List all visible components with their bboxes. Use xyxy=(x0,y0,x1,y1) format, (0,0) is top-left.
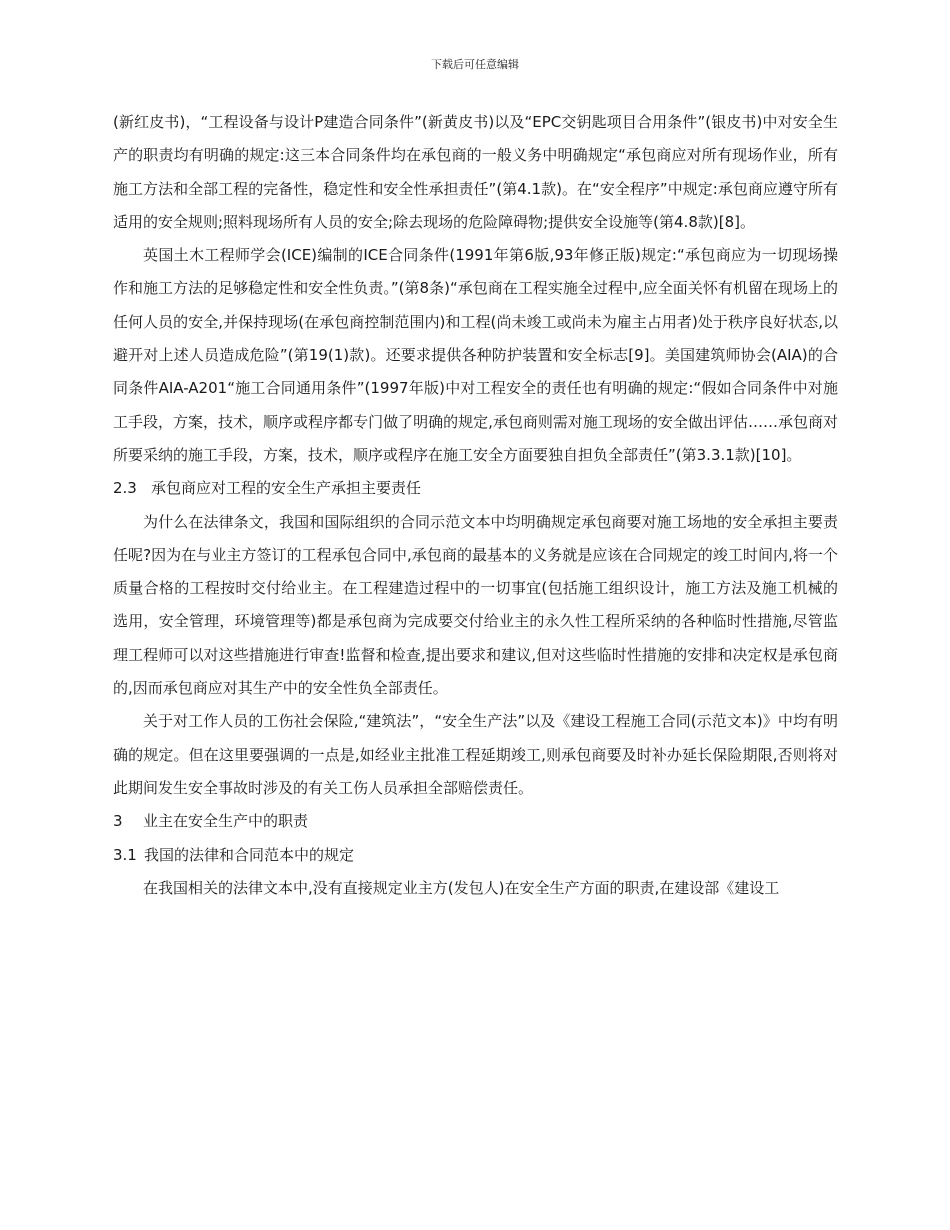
paragraph-insurance: 关于对工作人员的工伤社会保险,“建筑法”，“安全生产法”以及《建设工程施工合同(示范文本)》中均有明确的规定。但在这里要强调的一点是,如经业主批准工程延期竣工,则承包商要及时补办延长保险期限,否则将对此期间发生安全事故时涉及的有关工伤人员承担全部赔偿责任。 xyxy=(113,712,838,797)
section-title: 我国的法律和合同范本中的规定 xyxy=(144,845,355,864)
paragraph-owner-duties: 在我国相关的法律文本中,没有直接规定业主方(发包人)在安全生产方面的职责,在建设部《建设工 xyxy=(143,878,780,897)
paragraph-ice-aia-conditions: 英国土木工程师学会(ICE)编制的ICE合同条件(1991年第6版,93年修正版)规定:“承包商应为一切现场操作和施工方法的足够稳定性和安全性负责。”(第8条)“承包商在工程实施全过程中,应全面关怀有机留在现场上的任何人员的安全,并保持现场(在承包商控制范围内)和工程(尚未竣工或尚未为雇主占用者)处于秩序良好状态,以避开对上述人员造成危险”(第19(1)款)。还要求提供各种防护装置和安全标志[9]。美国建筑师协会(AIA)的合同条件AIA-A201“施工合同通用条件”(1997年版)中对工程安全的责任也有明确的规定:“假如合同条件中对施工手段，方案，技术，顺序或程序都专门做了明确的规定,承包商则需对施工现场的安全做出评估……承包商对所要采纳的施工手段，方案，技术，顺序或程序在施工安全方面要独自担负全部责任”(第3.3.1款)[10]。 xyxy=(113,246,838,464)
section-title: 业主在安全生产中的职责 xyxy=(143,812,309,831)
paragraph-fidic-conditions: (新红皮书)，“工程设备与设计P建造合同条件”(新黄皮书)以及“EPC交钥匙项目合用条件”(银皮书)中对安全生产的职责均有明确的规定:这三本合同条件均在承包商的一般义务中明确规定“承包商应对所有现场作业，所有施工方法和全部工程的完备性，稳定性和安全性承担责任”(第4.1款)。在“安全程序”中规定:承包商应遵守所有适用的安全规则;照料现场所有人员的安全;除去现场的危险障碍物;提供安全设施等(第4.8款)[8]。 xyxy=(113,113,838,231)
section-title: 承包商应对工程的安全生产承担主要责任 xyxy=(151,479,422,498)
section-heading-2-3 xyxy=(113,472,838,505)
paragraph-contractor-responsibility: 为什么在法律条文，我国和国际组织的合同示范文本中均明确规定承包商要对施工场地的安全承担主要责任呢?因为在与业主方签订的工程承包合同中,承包商的最基本的义务就是应该在合同规定的竣工时间内,将一个质量合格的工程按时交付给业主。在工程建造过程中的一切事宜(包括施工组织设计，施工方法及施工机械的选用，安全管理，环境管理等)都是承包商为完成要交付给业主的永久性工程所采纳的各种临时性措施,尽管监理工程师可以对这些措施进行审查!监督和检查,提出要求和建议,但对这些临时性措施的安排和决定权是承包商的,因而承包商应对其生产中的安全性负全部责任。 xyxy=(113,512,838,698)
document-body xyxy=(113,106,838,905)
section-number: 2.3 xyxy=(113,479,137,498)
section-heading-3-1 xyxy=(113,839,838,872)
section-number: 3 xyxy=(113,812,123,831)
section-heading-3 xyxy=(113,805,838,838)
section-number: 3.1 xyxy=(113,845,137,864)
page-header-note: 下载后可任意编辑 xyxy=(431,58,519,71)
